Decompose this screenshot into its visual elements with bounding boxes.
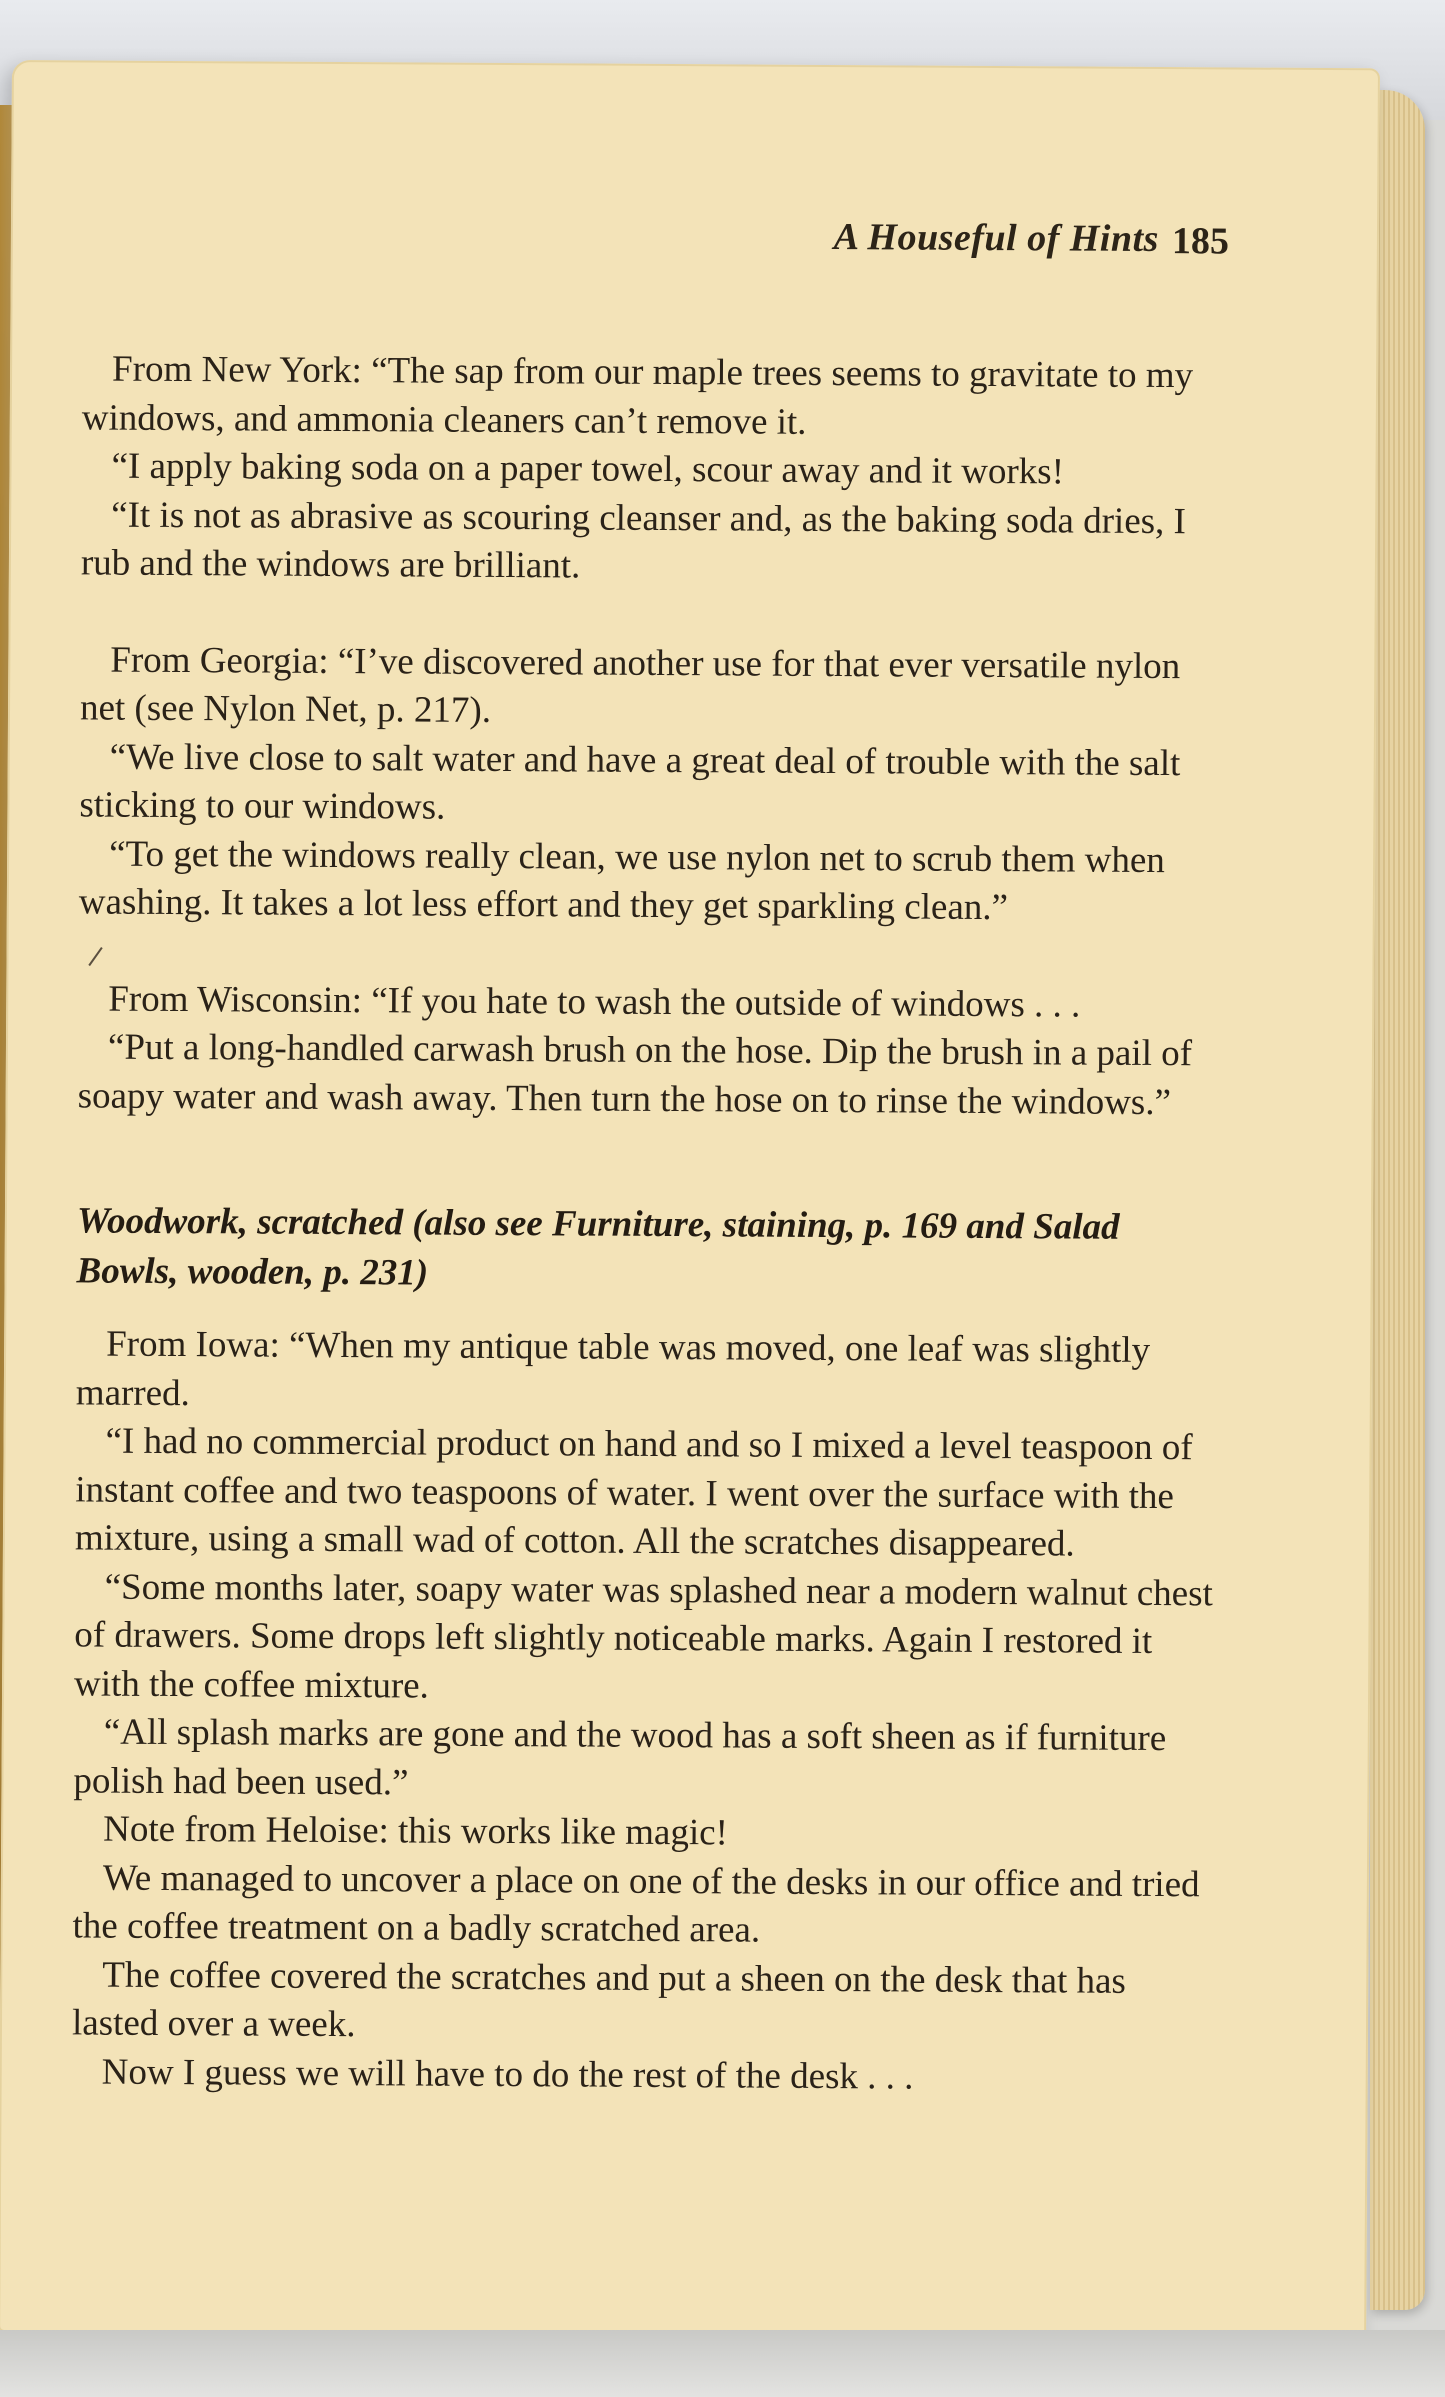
- paragraph: “All splash marks are gone and the wood has a soft sheen as if furniture polish had been used.”: [73, 1711, 1167, 1803]
- section-new-york: [81, 345, 1230, 595]
- paragraph: The coffee covered the scratches and put a sheen on the desk that has lasted over a week.: [71, 1954, 1127, 2046]
- paragraph: From Georgia: “I’ve discovered another use for that ever versatile nylon net (see Nylon Net, p. 217).: [79, 639, 1181, 731]
- spacer: [80, 588, 1228, 643]
- spacer: [77, 1120, 1225, 1203]
- paragraph: “To get the windows really clean, we use nylon net to scrub them when washing. It takes a lot less effort and they get sparkling clean.”: [78, 833, 1165, 929]
- running-title: A Houseful of Hints: [833, 216, 1160, 261]
- section-wisconsin: [78, 975, 1227, 1128]
- paragraph: “Put a long-handled carwash brush on the hose. Dip the brush in a pail of soapy water and wash away. Then turn the hose on to rinse the windows.”: [77, 1026, 1193, 1123]
- section-georgia: [79, 636, 1229, 934]
- page-body: [72, 345, 1231, 2103]
- spacer: [78, 927, 1226, 982]
- backdrop-bottom: [0, 2330, 1445, 2397]
- paragraph: From Wisconsin: “If you hate to wash the outside of windows . . .: [108, 978, 1081, 1026]
- page-stack-edge: [1370, 90, 1425, 2310]
- paragraph: Now I guess we will have to do the rest of the desk . . .: [101, 2051, 914, 2098]
- paragraph: From Iowa: “When my antique table was moved, one leaf was slightly marred.: [75, 1323, 1151, 1414]
- paragraph: “I apply baking soda on a paper towel, scour away and it works!: [111, 445, 1065, 493]
- section-heading: Woodwork, scratched (also see Furniture, staining, p. 169 and Salad Bowls, wooden, p. 231): [76, 1200, 1120, 1294]
- paragraph: “I had no commercial product on hand and so I mixed a level teaspoon of instant coffee and two teaspoons of water. I went over the surface with the mixture, using a small wad of cotton. All the scratches disappeared.: [74, 1420, 1193, 1565]
- section-woodwork: [72, 1196, 1225, 2103]
- paragraph: We managed to uncover a place on one of the desks in our office and tried the coffee treatment on a badly scratched area.: [72, 1857, 1200, 1951]
- paragraph: From New York: “The sap from our maple trees seems to gravitate to my windows, and ammonia cleaners can’t remove it.: [81, 348, 1194, 443]
- paragraph: “We live close to salt water and have a great deal of trouble with the salt sticking to our windows.: [79, 736, 1181, 828]
- page-number: 185: [1171, 220, 1230, 263]
- book-page: [0, 60, 1380, 2340]
- paragraph: “It is not as abrasive as scouring cleanser and, as the baking soda dries, I rub and the windows are brilliant.: [80, 494, 1187, 587]
- paragraph: Note from Heloise: this works like magic!: [103, 1808, 729, 1854]
- paragraph: “Some months later, soapy water was splashed near a modern walnut chest of drawers. Some drops left slightly noticeable marks. Again I restored it with the coffee mixture.: [73, 1566, 1213, 1707]
